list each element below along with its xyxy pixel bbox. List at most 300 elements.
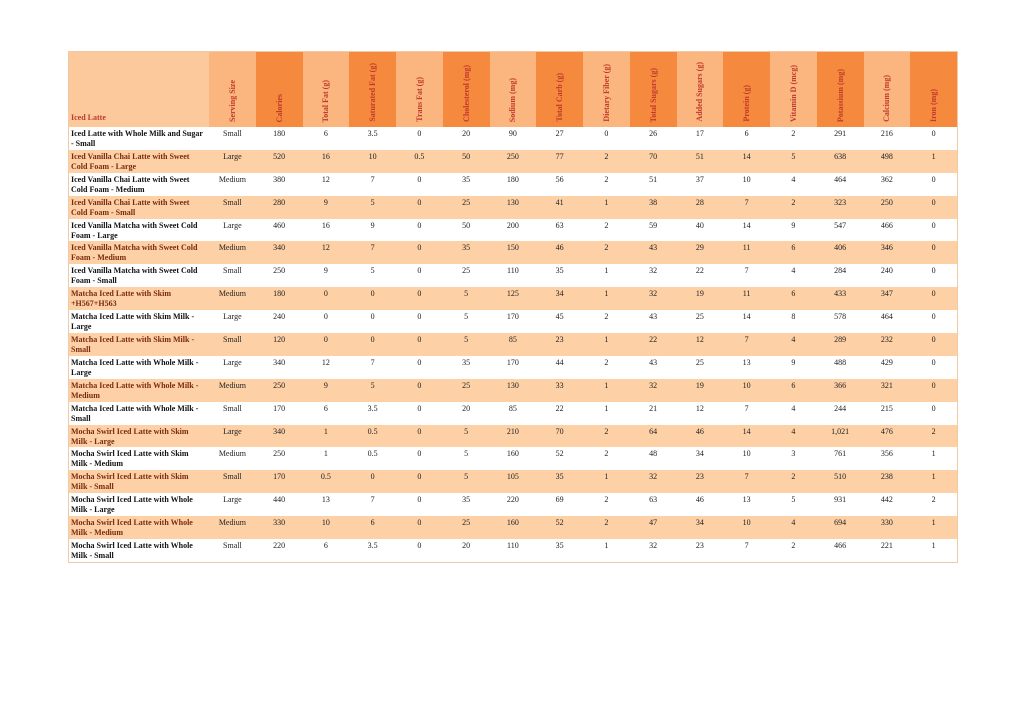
value-cell: 1	[583, 196, 630, 219]
value-cell: 547	[834, 220, 847, 230]
item-name-cell: Iced Vanilla Matcha with Sweet Cold Foam - Large	[71, 220, 198, 240]
value-cell: 120	[256, 333, 303, 356]
column-header-label: Total Fat (g)	[321, 79, 331, 122]
column-header-label: Calcium (mg)	[882, 75, 892, 122]
value-cell: 280	[256, 196, 303, 219]
value-cell: 321	[864, 379, 911, 402]
value-cell: 35	[462, 174, 471, 184]
value-cell: 0	[931, 266, 936, 276]
value-cell: 0	[349, 333, 396, 356]
value-cell: 6	[323, 403, 328, 413]
value-cell: 25	[462, 266, 471, 276]
table-row	[69, 356, 957, 379]
value-cell: 14	[742, 220, 751, 230]
value-cell: 26	[649, 129, 658, 138]
column-header	[256, 52, 303, 127]
value-cell: 12	[677, 333, 724, 356]
value-cell: 32	[649, 266, 658, 276]
column-header	[349, 52, 396, 127]
value-cell: 0	[417, 541, 422, 551]
value-cell: 9	[791, 220, 796, 230]
value-cell: Small	[209, 196, 256, 219]
value-cell: 362	[880, 174, 893, 184]
value-cell: 0	[370, 312, 375, 322]
column-header-label: Calories	[274, 93, 284, 122]
value-cell: 110	[507, 266, 519, 276]
item-name-cell: Matcha Iced Latte with Skim Milk - Large	[71, 312, 195, 332]
value-cell: 406	[817, 241, 864, 264]
item-name-cell: Iced Latte with Whole Milk and Sugar - Small	[71, 129, 203, 148]
value-cell: 34	[536, 287, 583, 310]
table-row	[69, 516, 957, 539]
value-cell: 498	[864, 150, 911, 173]
value-cell: 13	[742, 495, 751, 505]
value-cell: 7	[744, 541, 749, 551]
value-cell: 110	[507, 541, 519, 551]
value-cell: 33	[536, 379, 583, 402]
value-cell: 46	[695, 495, 704, 505]
value-cell: 0	[910, 287, 957, 310]
value-cell: 0	[417, 220, 422, 230]
value-cell: 0	[931, 357, 936, 367]
item-name-cell: Mocha Swirl Iced Latte with Whole Milk - Large	[71, 495, 193, 515]
table-row	[69, 402, 957, 425]
value-cell: 47	[630, 516, 677, 539]
value-cell: 0	[396, 333, 443, 356]
value-cell: 69	[555, 495, 564, 505]
value-cell: 16	[303, 150, 350, 173]
column-header-label: Added Sugars (g)	[695, 62, 705, 122]
value-cell: Small	[223, 541, 242, 551]
value-cell: 64	[630, 425, 677, 448]
value-cell: 510	[817, 470, 864, 493]
value-cell: 5	[791, 495, 796, 505]
value-cell: 0	[349, 470, 396, 493]
value-cell: 70	[536, 425, 583, 448]
value-cell: Large	[209, 150, 256, 173]
value-cell: 40	[695, 220, 704, 230]
value-cell: 150	[490, 241, 537, 264]
column-header	[770, 52, 817, 127]
value-cell: 6	[770, 379, 817, 402]
value-cell: 0	[417, 312, 422, 322]
value-cell: 6	[323, 541, 328, 551]
item-name-cell: Iced Vanilla Matcha with Sweet Cold Foam - Small	[71, 266, 198, 286]
value-cell: 7	[370, 174, 375, 184]
value-cell: 0	[396, 287, 443, 310]
value-cell: 931	[834, 495, 847, 505]
column-header-label: Dietary Fiber (g)	[601, 64, 611, 122]
column-header	[864, 52, 911, 127]
value-cell: 180	[256, 287, 303, 310]
value-cell: 170	[273, 403, 286, 413]
item-name-cell: Matcha Iced Latte with Skim +H567+H563	[69, 287, 209, 310]
value-cell: Medium	[209, 379, 256, 402]
value-cell: 366	[817, 379, 864, 402]
table-title: Iced Latte	[69, 52, 209, 127]
value-cell: 14	[723, 150, 770, 173]
value-cell: 90	[508, 129, 517, 138]
value-cell: 10	[723, 516, 770, 539]
value-cell: 8	[791, 312, 796, 322]
table-row	[69, 447, 957, 470]
column-header	[536, 52, 583, 127]
table-row	[69, 333, 957, 356]
value-cell: 0	[931, 220, 936, 230]
value-cell: 238	[864, 470, 911, 493]
value-cell: 7	[744, 403, 749, 413]
value-cell: 0	[417, 403, 422, 413]
table-row	[69, 196, 957, 219]
value-cell: 0.5	[396, 150, 443, 173]
value-cell: 25	[695, 357, 704, 367]
value-cell: 35	[443, 241, 490, 264]
value-cell: 442	[880, 495, 893, 505]
column-header-label: Total Sugars (g)	[648, 67, 658, 122]
value-cell: 48	[649, 449, 658, 459]
value-cell: 7	[370, 357, 375, 367]
value-cell: 1	[583, 333, 630, 356]
value-cell: 488	[834, 357, 847, 367]
value-cell: 3	[791, 449, 796, 459]
value-cell: 1	[910, 150, 957, 173]
value-cell: 32	[630, 287, 677, 310]
value-cell: 1	[303, 425, 350, 448]
value-cell: 13	[321, 495, 330, 505]
table-row	[69, 379, 957, 402]
value-cell: 0	[910, 333, 957, 356]
value-cell: 0.5	[349, 425, 396, 448]
value-cell: 2	[604, 312, 609, 322]
value-cell: 45	[555, 312, 564, 322]
value-cell: 429	[880, 357, 893, 367]
value-cell: 5	[464, 449, 469, 459]
value-cell: 347	[864, 287, 911, 310]
value-cell: Small	[209, 470, 256, 493]
value-cell: 46	[677, 425, 724, 448]
value-cell: 5	[464, 312, 469, 322]
value-cell: Large	[223, 495, 242, 505]
value-cell: 51	[649, 174, 658, 184]
value-cell: 63	[649, 495, 658, 505]
table-row	[69, 219, 957, 242]
value-cell: 22	[555, 403, 564, 413]
value-cell: 13	[742, 357, 751, 367]
value-cell: 170	[256, 470, 303, 493]
value-cell: 1	[583, 379, 630, 402]
value-cell: 2	[583, 516, 630, 539]
value-cell: 638	[817, 150, 864, 173]
value-cell: 340	[273, 357, 286, 367]
value-cell: 43	[630, 241, 677, 264]
value-cell: 433	[817, 287, 864, 310]
value-cell: 10	[742, 449, 751, 459]
value-cell: 250	[864, 196, 911, 219]
value-cell: 7	[349, 241, 396, 264]
table-row	[69, 173, 957, 196]
table-row	[69, 150, 957, 173]
value-cell: 0	[396, 425, 443, 448]
value-cell: 520	[256, 150, 303, 173]
value-cell: 2	[604, 174, 609, 184]
header-row	[69, 52, 957, 127]
value-cell: 105	[490, 470, 537, 493]
value-cell: 11	[723, 287, 770, 310]
table-row	[69, 241, 957, 264]
value-cell: 1	[583, 287, 630, 310]
value-cell: 291	[834, 129, 847, 138]
value-cell: 28	[677, 196, 724, 219]
value-cell: Large	[209, 425, 256, 448]
table-row	[69, 470, 957, 493]
table-body	[69, 127, 957, 562]
value-cell: 170	[506, 357, 519, 367]
value-cell: 440	[273, 495, 286, 505]
item-name-cell: Matcha Iced Latte with Whole Milk - Small	[71, 403, 199, 423]
value-cell: 0	[931, 129, 936, 138]
value-cell: 3.5	[367, 129, 378, 138]
value-cell: 240	[273, 312, 286, 322]
value-cell: 1	[604, 266, 609, 276]
value-cell: 6	[349, 516, 396, 539]
value-cell: 2	[583, 150, 630, 173]
item-name-cell: Mocha Swirl Iced Latte with Whole Milk - Medium	[69, 516, 209, 539]
value-cell: 20	[462, 403, 471, 413]
value-cell: 250	[273, 266, 286, 276]
value-cell: 0	[910, 241, 957, 264]
value-cell: 7	[723, 333, 770, 356]
value-cell: 5	[370, 266, 375, 276]
value-cell: 12	[321, 357, 330, 367]
value-cell: 6	[323, 129, 328, 138]
value-cell: 5	[443, 425, 490, 448]
value-cell: 330	[864, 516, 911, 539]
value-cell: 25	[443, 516, 490, 539]
value-cell: 2	[604, 495, 609, 505]
value-cell: 250	[490, 150, 537, 173]
value-cell: 0	[417, 449, 422, 459]
column-header-label: Serving Size	[227, 80, 237, 122]
value-cell: 476	[864, 425, 911, 448]
value-cell: 0	[349, 287, 396, 310]
value-cell: 32	[630, 470, 677, 493]
value-cell: 10	[742, 174, 751, 184]
value-cell: 1	[931, 449, 936, 459]
column-header	[910, 52, 957, 127]
value-cell: 20	[462, 129, 471, 138]
value-cell: 0	[910, 196, 957, 219]
column-header	[630, 52, 677, 127]
value-cell: 1	[604, 541, 609, 551]
value-cell: 160	[506, 449, 519, 459]
value-cell: 35	[555, 266, 564, 276]
value-cell: 0	[931, 312, 936, 322]
value-cell: 250	[256, 379, 303, 402]
value-cell: 77	[536, 150, 583, 173]
value-cell: 51	[677, 150, 724, 173]
value-cell: 34	[695, 449, 704, 459]
value-cell: 43	[649, 357, 658, 367]
value-cell: 22	[630, 333, 677, 356]
value-cell: 4	[791, 403, 796, 413]
value-cell: 43	[649, 312, 658, 322]
value-cell: 14	[742, 312, 751, 322]
value-cell: 32	[630, 379, 677, 402]
value-cell: 9	[791, 357, 796, 367]
item-name-cell: Iced Vanilla Chai Latte with Sweet Cold Foam - Small	[69, 196, 209, 219]
value-cell: 0	[910, 379, 957, 402]
value-cell: 330	[256, 516, 303, 539]
value-cell: Small	[223, 129, 242, 138]
table-row	[69, 127, 957, 150]
value-cell: 2	[604, 220, 609, 230]
value-cell: 210	[490, 425, 537, 448]
value-cell: 4	[770, 425, 817, 448]
item-name-cell: Iced Vanilla Chai Latte with Sweet Cold Foam - Large	[69, 150, 209, 173]
value-cell: 1	[323, 449, 328, 459]
value-cell: 25	[443, 196, 490, 219]
column-header-label: Vitamin D (mcg)	[788, 64, 798, 122]
value-cell: 34	[677, 516, 724, 539]
value-cell: Large	[223, 312, 242, 322]
column-header-label: Protein (g)	[742, 85, 752, 122]
column-header	[677, 52, 724, 127]
value-cell: 6	[744, 129, 749, 138]
value-cell: 3.5	[367, 403, 378, 413]
value-cell: 0	[303, 287, 350, 310]
value-cell: 23	[677, 470, 724, 493]
value-cell: Medium	[218, 449, 246, 459]
value-cell: 5	[770, 150, 817, 173]
value-cell: 130	[490, 196, 537, 219]
value-cell: Small	[223, 266, 242, 276]
value-cell: 6	[770, 241, 817, 264]
value-cell: 250	[273, 449, 286, 459]
value-cell: 50	[462, 220, 471, 230]
value-cell: 0.5	[367, 449, 378, 459]
value-cell: 289	[817, 333, 864, 356]
item-name-cell: Iced Vanilla Matcha with Sweet Cold Foam - Medium	[69, 241, 209, 264]
item-name-cell: Mocha Swirl Iced Latte with Skim Milk - Large	[69, 425, 209, 448]
value-cell: 3.5	[367, 541, 378, 551]
value-cell: 9	[303, 379, 350, 402]
value-cell: 1	[910, 516, 957, 539]
column-header	[723, 52, 770, 127]
value-cell: 44	[555, 357, 564, 367]
value-cell: 12	[695, 403, 704, 413]
value-cell: 2	[770, 470, 817, 493]
value-cell: 460	[273, 220, 286, 230]
value-cell: 0	[417, 266, 422, 276]
column-header	[817, 52, 864, 127]
value-cell: 17	[695, 129, 704, 138]
value-cell: 4	[791, 174, 796, 184]
column-header-label: Potassium (mg)	[835, 68, 845, 122]
value-cell: Small	[209, 333, 256, 356]
value-cell: Large	[223, 357, 242, 367]
value-cell: 7	[744, 266, 749, 276]
item-name-cell: Matcha Iced Latte with Whole Milk - Large	[71, 357, 199, 377]
table-row	[69, 264, 957, 287]
value-cell: 19	[677, 287, 724, 310]
value-cell: 23	[536, 333, 583, 356]
value-cell: 240	[880, 266, 893, 276]
value-cell: 10	[349, 150, 396, 173]
value-cell: 37	[695, 174, 704, 184]
value-cell: 232	[864, 333, 911, 356]
value-cell: 0	[396, 470, 443, 493]
value-cell: 170	[506, 312, 519, 322]
value-cell: 52	[536, 516, 583, 539]
value-cell: 466	[880, 220, 893, 230]
value-cell: 21	[649, 403, 658, 413]
item-name-cell: Matcha Iced Latte with Whole Milk - Medium	[69, 379, 209, 402]
value-cell: Large	[223, 220, 242, 230]
item-name-cell: Matcha Iced Latte with Skim Milk - Small	[69, 333, 209, 356]
value-cell: 2	[791, 129, 796, 138]
value-cell: 12	[321, 174, 330, 184]
value-cell: 5	[443, 470, 490, 493]
value-cell: Small	[223, 403, 242, 413]
value-cell: 9	[303, 196, 350, 219]
value-cell: 284	[834, 266, 847, 276]
value-cell: 0.5	[303, 470, 350, 493]
value-cell: 46	[536, 241, 583, 264]
table-row	[69, 287, 957, 310]
value-cell: 244	[834, 403, 847, 413]
value-cell: 2	[583, 425, 630, 448]
value-cell: 2	[583, 241, 630, 264]
value-cell: 63	[555, 220, 564, 230]
column-header-label: Iron (mg)	[929, 89, 939, 122]
value-cell: 340	[256, 241, 303, 264]
item-name-cell: Mocha Swirl Iced Latte with Whole Milk - Small	[71, 541, 193, 561]
value-cell: 50	[443, 150, 490, 173]
value-cell: 1	[910, 470, 957, 493]
value-cell: 466	[834, 541, 847, 551]
item-name-cell: Mocha Swirl Iced Latte with Skim Milk - Medium	[71, 449, 189, 469]
value-cell: 1	[583, 470, 630, 493]
column-header	[443, 52, 490, 127]
value-cell: 29	[677, 241, 724, 264]
value-cell: 5	[349, 379, 396, 402]
value-cell: 5	[443, 333, 490, 356]
value-cell: 35	[462, 357, 471, 367]
value-cell: 130	[490, 379, 537, 402]
value-cell: 2	[604, 357, 609, 367]
value-cell: 12	[303, 241, 350, 264]
value-cell: 0	[931, 174, 936, 184]
value-cell: Medium	[218, 174, 246, 184]
value-cell: 0	[417, 495, 422, 505]
table-row	[69, 425, 957, 448]
value-cell: 10	[723, 379, 770, 402]
value-cell: 221	[880, 541, 893, 551]
value-cell: 25	[443, 379, 490, 402]
value-cell: 27	[555, 129, 564, 138]
value-cell: 9	[370, 220, 375, 230]
table-row	[69, 310, 957, 333]
value-cell: 0	[604, 129, 609, 138]
column-header	[583, 52, 630, 127]
value-cell: 180	[273, 129, 286, 138]
value-cell: 380	[273, 174, 286, 184]
value-cell: 4	[770, 516, 817, 539]
value-cell: 2	[931, 495, 936, 505]
value-cell: 0	[396, 241, 443, 264]
item-name-cell: Iced Vanilla Chai Latte with Sweet Cold Foam - Medium	[71, 174, 190, 194]
value-cell: 6	[770, 287, 817, 310]
